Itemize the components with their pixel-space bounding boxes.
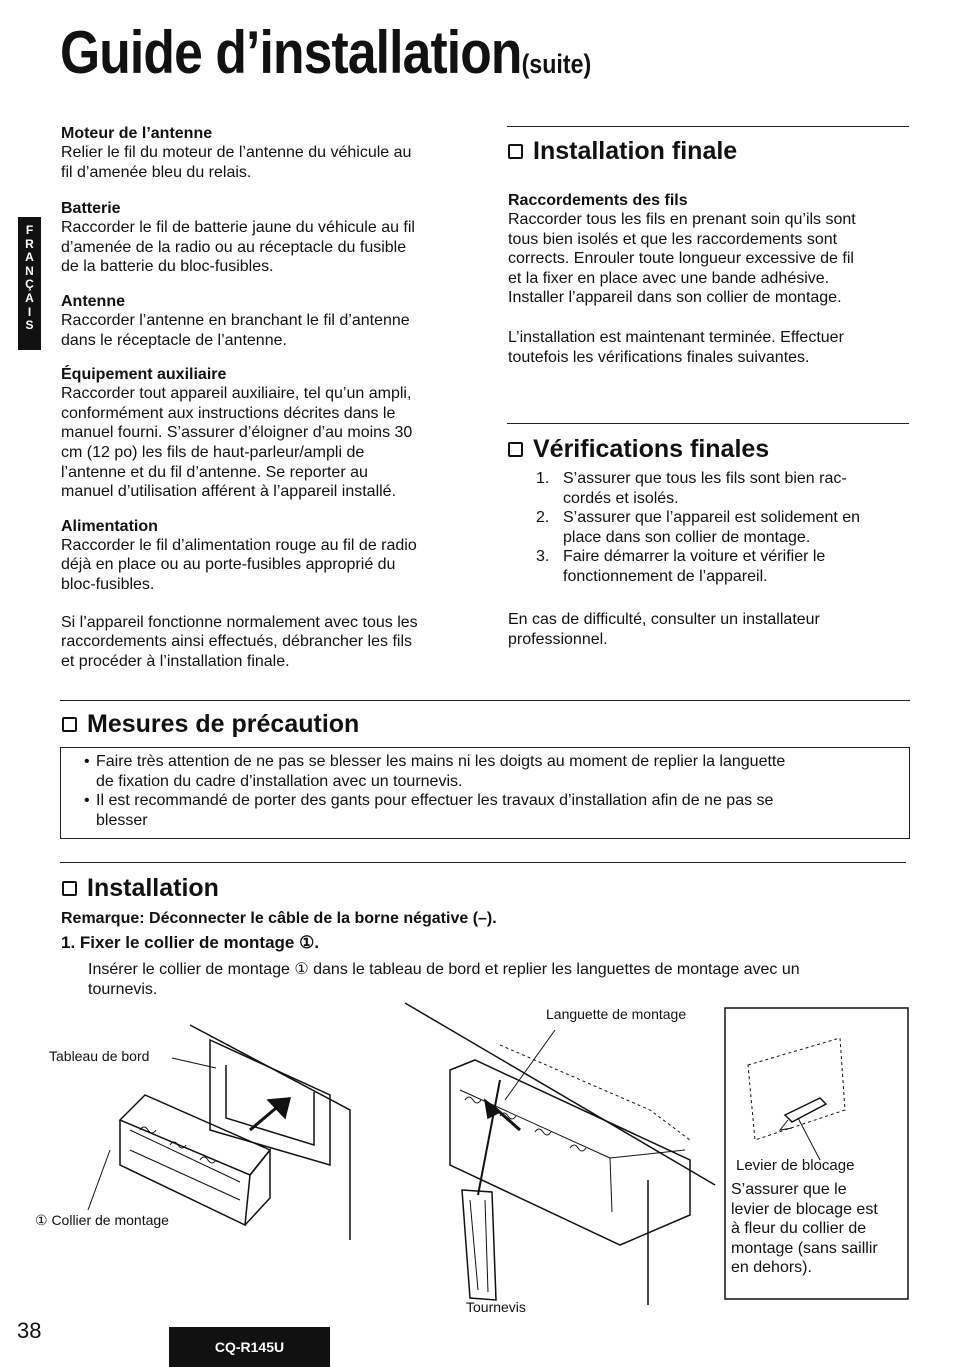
- section-heading: Batterie: [61, 200, 121, 218]
- list-item: 2. S’assurer que l’appareil est solidement en place dans son collier de montage.: [536, 509, 861, 546]
- finale-closing: L’installation est maintenant terminée. Effectuer toutefois les vérifications finales suivantes.: [508, 328, 844, 366]
- precaution-heading: Mesures de précaution: [62, 710, 359, 739]
- divider: [60, 862, 906, 863]
- divider: [60, 700, 910, 701]
- section-auxiliary: Équipement auxiliaire Raccorder tout appareil auxiliaire, tel qu’un ampli, conformément aux instructions décrites dans le manuel fourni. S’assurer d’éloigner d’au moins 30 cm (12 po) les fils de haut-parleur/ampli de l’antenne et du fil d’antenne. Se reporter au manuel d’utilisation afférent à l’appareil installé.: [61, 366, 466, 502]
- label-locking-lever: Levier de blocage: [736, 1157, 855, 1174]
- page-title: Guide d’installation(suite): [60, 19, 592, 86]
- left-closing-paragraph: Si l’appareil fonctionne normalement avec tous les raccordements ainsi effectués, débrancher les fils et procéder à l’installation finale.: [61, 613, 418, 670]
- verifications-heading: Vérifications finales: [508, 435, 769, 464]
- section-power: Alimentation Raccorder le fil d’alimentation rouge au fil de radio déjà en place ou au porte-fusibles approprié du bloc-fusibles.: [61, 518, 466, 595]
- section-antenna-motor: Moteur de l’antenne Relier le fil du moteur de l’antenne du véhicule au fil d’amenée bleu du relais.: [61, 125, 466, 182]
- title-suffix: (suite): [521, 49, 592, 79]
- checkbox-icon: [508, 144, 523, 159]
- section-heading: Équipement auxiliaire: [61, 366, 227, 384]
- section-battery: Batterie Raccorder le fil de batterie jaune du véhicule au fil d’amenée de la radio ou au réceptacle du fusible de la batterie du bloc-fusibles.: [61, 200, 466, 277]
- checkbox-icon: [62, 717, 77, 732]
- label-mounting-collar: ① Collier de montage: [35, 1212, 169, 1228]
- step-title: 1. Fixer le collier de montage ①.: [61, 933, 320, 952]
- installation-finale-heading: Installation finale: [508, 137, 737, 166]
- page-number: 38: [17, 1318, 42, 1343]
- lever-note: S’assurer que le levier de blocage est à fleur du collier de montage (sans saillir en dehors).: [731, 1181, 878, 1277]
- checkbox-icon: [62, 881, 77, 896]
- verifications-list: [536, 469, 910, 587]
- remark: Remarque: Déconnecter le câble de la borne négative (–).: [61, 910, 497, 927]
- divider: [507, 126, 909, 127]
- label-dashboard: Tableau de bord: [49, 1048, 150, 1064]
- list-item: 3. Faire démarrer la voiture et vérifier le fonctionnement de l’appareil.: [536, 548, 826, 585]
- divider: [507, 423, 909, 424]
- wiring-section: Raccordements des fils Raccorder tous les fils en prenant soin qu’ils sont tous bien isolés et que les raccordements sont corrects. Enrouler toute longueur excessive de fil et la fixer en place avec une bande adhésive. Installer l’appareil dans son collier de montage. L’installation est maintenant terminée. Effectuer toutefois les vérifications finales suivantes.: [508, 192, 910, 367]
- language-tab: F R A N Ç A I S: [18, 217, 41, 350]
- checkbox-icon: [508, 442, 523, 457]
- verifications-closing: En cas de difficulté, consulter un installateur professionnel.: [508, 611, 820, 648]
- label-screwdriver: Tournevis: [466, 1299, 526, 1315]
- installation-heading: Installation: [62, 874, 219, 903]
- left-column: [61, 125, 466, 671]
- list-item: 1. S’assurer que tous les fils sont bien rac- cordés et isolés.: [536, 470, 847, 507]
- section-heading: Alimentation: [61, 517, 158, 535]
- model-badge: CQ-R145U: [169, 1327, 330, 1367]
- section-heading: Raccordements des fils: [508, 192, 688, 209]
- step-description: Insérer le collier de montage ① dans le tableau de bord et replier les languettes de montage avec un tournevis.: [88, 961, 800, 998]
- precaution-box: [60, 747, 910, 839]
- section-heading: Antenne: [61, 292, 125, 310]
- section-heading: Moteur de l’antenne: [61, 125, 213, 142]
- label-mounting-tab: Languette de montage: [546, 1006, 687, 1022]
- list-item: • Faire très attention de ne pas se blesser les mains ni les doigts au moment de replier la languette de fixation du cadre d’installation avec un tournevis.: [84, 753, 786, 790]
- section-antenna: Antenne Raccorder l’antenne en branchant le fil d’antenne dans le réceptacle de l’antenne.: [61, 293, 466, 350]
- list-item: • Il est recommandé de porter des gants pour effectuer les travaux d’installation afin de ne pas se blesser: [84, 792, 774, 829]
